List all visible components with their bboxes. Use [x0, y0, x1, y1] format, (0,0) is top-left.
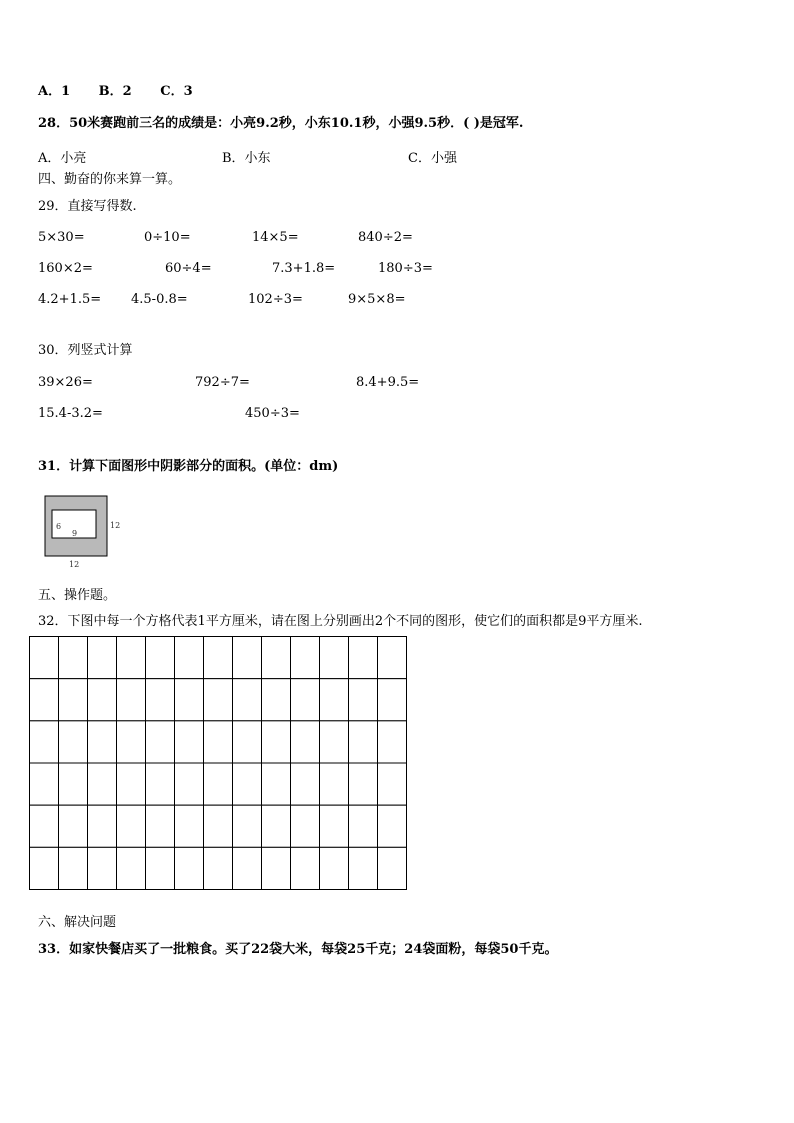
q30-item: 8.4+9.5= [356, 375, 420, 390]
q29-item: 9×5×8= [348, 292, 406, 307]
grid-cell[interactable] [59, 805, 88, 847]
grid-cell[interactable] [291, 721, 320, 763]
grid-cell[interactable] [378, 847, 407, 889]
q30-item: 792÷7= [195, 375, 250, 390]
grid-cell[interactable] [30, 805, 59, 847]
q29-item: 102÷3= [248, 292, 303, 307]
grid-cell[interactable] [175, 637, 204, 679]
grid-cell[interactable] [320, 805, 349, 847]
q29-item: 60÷4= [165, 261, 212, 276]
grid-cell[interactable] [88, 679, 117, 721]
q29-item: 180÷3= [378, 261, 433, 276]
section6-heading: 六、解决问题 [38, 915, 117, 930]
q29-item: 160×2= [38, 261, 93, 276]
label-inner-height: 6 [56, 522, 62, 531]
grid-cell[interactable] [59, 847, 88, 889]
grid-cell[interactable] [320, 847, 349, 889]
grid-cell[interactable] [88, 805, 117, 847]
grid-cell[interactable] [349, 805, 378, 847]
q30-item: 450÷3= [245, 406, 300, 421]
grid-cell[interactable] [320, 721, 349, 763]
grid-cell[interactable] [204, 721, 233, 763]
q29-text: 直接写得数. [67, 199, 137, 214]
q33-question [38, 942, 557, 958]
q29-item: 840÷2= [358, 230, 413, 245]
grid-cell[interactable] [88, 721, 117, 763]
grid-cell[interactable] [320, 763, 349, 805]
grid-cell[interactable] [30, 721, 59, 763]
grid-cell[interactable] [262, 847, 291, 889]
grid-cell[interactable] [378, 763, 407, 805]
grid-cell[interactable] [378, 679, 407, 721]
q27-option-b: B．2 [98, 84, 132, 99]
grid-cell[interactable] [117, 763, 146, 805]
label-inner-width: 9 [72, 529, 78, 538]
grid-cell[interactable] [349, 763, 378, 805]
q29-item: 14×5= [252, 230, 299, 245]
q32-text: 下图中每一个方格代表1平方厘米，请在图上分别画出2个不同的图形，使它们的面积都是9平方厘米. [67, 614, 643, 629]
q27-options [38, 84, 193, 100]
grid-cell[interactable] [233, 805, 262, 847]
grid-cell[interactable] [291, 637, 320, 679]
grid-cell[interactable] [175, 679, 204, 721]
grid-cell[interactable] [117, 847, 146, 889]
grid-cell[interactable] [30, 763, 59, 805]
grid-cell[interactable] [146, 847, 175, 889]
grid-cell[interactable] [204, 637, 233, 679]
q29-item: 4.2+1.5= [38, 292, 102, 307]
grid-cell[interactable] [378, 637, 407, 679]
q30-number: 30． [38, 343, 68, 358]
grid-cell[interactable] [146, 721, 175, 763]
grid-cell[interactable] [88, 637, 117, 679]
grid-cell[interactable] [175, 805, 204, 847]
grid-cell[interactable] [59, 721, 88, 763]
q30-text: 列竖式计算 [67, 343, 133, 358]
grid-cell[interactable] [262, 763, 291, 805]
q27-option-a: A．1 [38, 84, 71, 99]
q28-text: 50米赛跑前三名的成绩是：小亮9.2秒，小东10.1秒，小强9.5秒．( )是冠军. [69, 116, 524, 131]
q28-number: 28． [38, 116, 70, 131]
grid-cell[interactable] [175, 763, 204, 805]
grid-cell[interactable] [30, 847, 59, 889]
grid-cell[interactable] [88, 847, 117, 889]
q29-item: 0÷10= [144, 230, 191, 245]
grid-cell[interactable] [291, 847, 320, 889]
section4-heading: 四、勤奋的你来算一算。 [38, 172, 182, 187]
grid-cell[interactable] [59, 679, 88, 721]
grid-cell[interactable] [320, 679, 349, 721]
label-outer-width: 12 [69, 560, 80, 569]
grid-cell[interactable] [146, 637, 175, 679]
q32-question [38, 614, 643, 630]
grid-cell[interactable] [204, 679, 233, 721]
q32-square-grid[interactable] [29, 636, 407, 890]
grid-cell[interactable] [175, 721, 204, 763]
grid-cell[interactable] [146, 763, 175, 805]
q33-text: 如家快餐店买了一批粮食。买了22袋大米，每袋25千克；24袋面粉，每袋50千克。 [69, 942, 558, 957]
grid-cell[interactable] [378, 721, 407, 763]
grid-cell[interactable] [378, 805, 407, 847]
grid-cell[interactable] [233, 847, 262, 889]
q29-item: 7.3+1.8= [272, 261, 336, 276]
grid-cell[interactable] [30, 637, 59, 679]
q31-figure [38, 492, 134, 570]
grid-cell[interactable] [349, 637, 378, 679]
grid-cell[interactable] [204, 763, 233, 805]
q31-question [38, 459, 338, 475]
q28-option-a: A．小亮 [38, 151, 87, 166]
grid-cell[interactable] [59, 637, 88, 679]
grid-cell[interactable] [349, 847, 378, 889]
grid-cell[interactable] [233, 637, 262, 679]
q29-question [38, 199, 137, 215]
grid-cell[interactable] [262, 805, 291, 847]
q28-option-b: B．小东 [222, 151, 271, 166]
grid-cell[interactable] [117, 721, 146, 763]
grid-cell[interactable] [233, 679, 262, 721]
grid-cell[interactable] [88, 763, 117, 805]
q32-number: 32． [38, 614, 68, 629]
grid-cell[interactable] [117, 679, 146, 721]
grid-cell[interactable] [291, 763, 320, 805]
grid-cell[interactable] [117, 637, 146, 679]
q28-question [38, 116, 523, 132]
grid-cell[interactable] [59, 763, 88, 805]
grid-cell[interactable] [262, 637, 291, 679]
grid-cell[interactable] [262, 679, 291, 721]
grid-cell[interactable] [146, 679, 175, 721]
grid-cell[interactable] [117, 805, 146, 847]
grid-cell[interactable] [233, 763, 262, 805]
grid-cell[interactable] [349, 721, 378, 763]
q29-item: 4.5-0.8= [131, 292, 188, 307]
label-outer-height: 12 [110, 521, 121, 530]
q30-item: 15.4-3.2= [38, 406, 103, 421]
grid-cell[interactable] [349, 679, 378, 721]
q33-number: 33． [38, 942, 70, 957]
grid-cell[interactable] [291, 679, 320, 721]
grid-cell[interactable] [204, 847, 233, 889]
grid-cell[interactable] [291, 805, 320, 847]
q29-item: 5×30= [38, 230, 85, 245]
q30-question [38, 343, 133, 359]
q28-option-c: C．小强 [408, 151, 457, 166]
section5-heading: 五、操作题。 [38, 588, 117, 603]
q31-number: 31． [38, 459, 70, 474]
grid-cell[interactable] [233, 721, 262, 763]
q30-item: 39×26= [38, 375, 93, 390]
grid-cell[interactable] [30, 679, 59, 721]
grid-cell[interactable] [262, 721, 291, 763]
grid-cell[interactable] [146, 805, 175, 847]
grid-cell[interactable] [204, 805, 233, 847]
grid-cell[interactable] [175, 847, 204, 889]
q27-option-c: C．3 [160, 84, 193, 99]
grid-cell[interactable] [320, 637, 349, 679]
q29-number: 29． [38, 199, 68, 214]
q31-text: 计算下面图形中阴影部分的面积。(单位：dm) [69, 459, 339, 474]
